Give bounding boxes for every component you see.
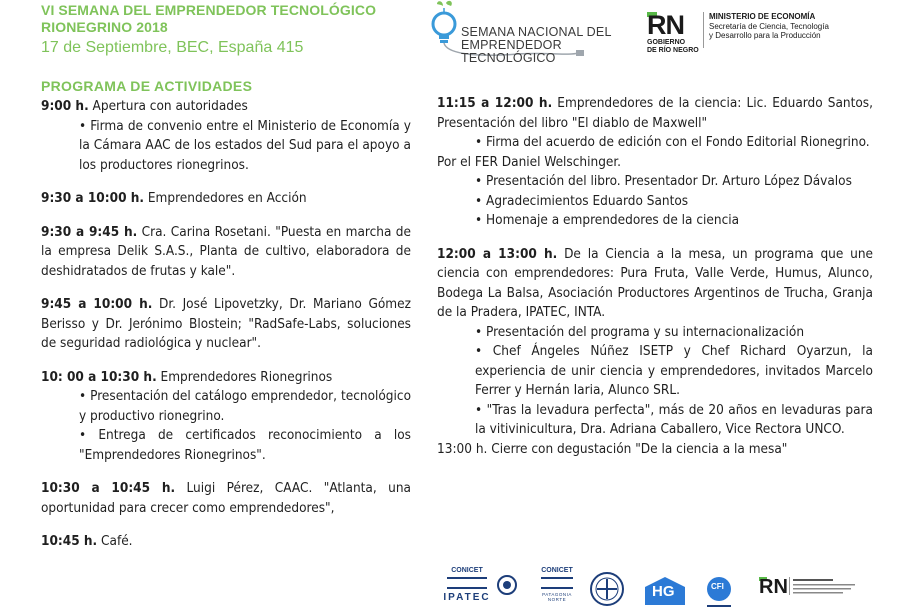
program-line: Por el FER Daniel Welschinger. xyxy=(437,153,621,170)
program-item xyxy=(41,295,411,354)
program-item xyxy=(41,223,411,282)
semana-line-1: SEMANA NACIONAL DEL xyxy=(461,25,612,39)
program-right-column xyxy=(437,94,873,459)
conicet-label-2: CONICET xyxy=(541,567,573,574)
program-item xyxy=(41,532,411,552)
sponsor-logos xyxy=(437,567,917,616)
unco-emblem-icon xyxy=(589,571,625,611)
cfi-logo-icon xyxy=(703,575,735,611)
program-time: 9:00 h. xyxy=(41,98,89,114)
secretaria-line-2: y Desarrollo para la Producción xyxy=(709,31,821,40)
patagonia-label: PATAGONIA NORTE xyxy=(542,592,572,602)
conicet-emblem-icon xyxy=(541,577,573,589)
secretaria-line-1: Secretaría de Ciencia, Tecnología xyxy=(709,21,829,31)
program-time: 9:45 a 10:00 h. xyxy=(41,296,153,312)
program-text: Café. xyxy=(97,533,133,549)
program-item xyxy=(41,97,411,175)
rn-sub-line-1: GOBIERNO xyxy=(647,39,686,46)
program-bullet: • Agradecimientos Eduardo Santos xyxy=(437,192,873,212)
ministry-name: MINISTERIO DE ECONOMÍA xyxy=(709,12,816,21)
conicet-label: CONICET xyxy=(451,567,483,574)
program-item-heading xyxy=(41,97,411,117)
program-bullet: • Presentación del libro. Presentador Dr. Arturo López Dávalos xyxy=(437,172,873,192)
program-item xyxy=(437,94,873,231)
event-date-venue: 17 de Septiembre, BEC, España 415 xyxy=(41,39,304,56)
program-text: Emprendedores en Acción xyxy=(144,190,307,206)
program-text: Cra. Carina Rosetani. "Puesta en marcha de la empresa Delik S.A.S., Planta de cultivo, elaboradora de deshidratados de frutas y kale". xyxy=(41,223,411,279)
event-title-line-1: VI SEMANA DEL EMPRENDEDOR TECNOLÓGICO xyxy=(41,2,377,18)
program-section-title: PROGRAMA DE ACTIVIDADES xyxy=(41,78,253,94)
program-bullet: • Firma de convenio entre el Ministerio de Economía y la Cámara AAC de los estados del Sud para el apoyo a los productores rionegrinos. xyxy=(41,117,411,176)
program-item-heading xyxy=(41,532,411,552)
program-item-heading xyxy=(437,94,873,133)
program-bullet: • Entrega de certificados reconocimiento a los "Emprendedores Rionegrinos". xyxy=(41,426,411,465)
program-closing: 13:00 h. Cierre con degustación "De la ciencia a la mesa" xyxy=(437,440,788,457)
rn-small-mark: RN xyxy=(759,576,788,598)
program-item xyxy=(41,479,411,518)
conicet-emblem-icon xyxy=(447,577,487,589)
conicet-ipatec-logo xyxy=(441,567,493,603)
program-time: 9:30 a 10:00 h. xyxy=(41,190,145,206)
program-text: Emprendedores de la ciencia: Lic. Eduardo Santos, Presentación del libro "El diablo de Maxwell" xyxy=(437,95,873,131)
program-time: 9:30 a 9:45 h. xyxy=(41,223,138,240)
event-title-line-2: RIONEGRINO 2018 xyxy=(41,19,168,35)
cfi-label: CFI xyxy=(711,582,724,591)
rn-small-ministry-text-icon xyxy=(789,577,865,597)
program-bullet: • Homenaje a emprendedores de la ciencia xyxy=(437,211,873,231)
program-left-column xyxy=(41,97,411,552)
semana-nacional-logo xyxy=(428,0,628,65)
event-header xyxy=(41,2,401,58)
rn-mark: RN xyxy=(647,10,684,40)
ipatec-emblem-icon xyxy=(497,573,517,599)
program-item-heading xyxy=(41,479,411,518)
gobierno-rio-negro-logo xyxy=(647,12,917,62)
program-item-heading xyxy=(41,368,411,388)
conicet-patagonia-logo xyxy=(537,567,577,602)
program-time: 10:45 h. xyxy=(41,533,98,549)
program-time: 10: 00 a 10:30 h. xyxy=(41,368,157,385)
program-item xyxy=(437,245,873,460)
program-item xyxy=(41,368,411,466)
program-item-heading xyxy=(41,189,411,209)
program-text: Emprendedores Rionegrinos xyxy=(156,368,333,385)
program-text: Dr. José Lipovetzky, Dr. Mariano Gómez Berisso y Dr. Jerónimo Blostein; "RadSafe-Labs, soluciones de seguridad radiológica y nuclear". xyxy=(41,296,411,351)
rn-divider xyxy=(703,12,704,48)
rn-subtitle xyxy=(647,39,699,55)
semana-line-2: EMPRENDEDOR TECNOLÓGICO xyxy=(461,38,562,65)
rn-sub-line-2: DE RÍO NEGRO xyxy=(647,47,699,54)
program-bullet: • Presentación del catálogo emprendedor, tecnológico y productivo rionegrino. xyxy=(41,387,411,426)
program-item-heading xyxy=(437,245,873,323)
rn-ministry-text xyxy=(709,12,909,41)
program-time: 10:30 a 10:45 h. xyxy=(41,480,176,496)
program-bullet: • "Tras la levadura perfecta", más de 20 años en levaduras para la vitivinicultura, Dra. Adriana Caballero, Vice Rectora UNCO. xyxy=(437,401,873,440)
program-item-heading xyxy=(41,295,411,354)
program-text: Apertura con autoridades xyxy=(88,98,248,114)
semana-nacional-text xyxy=(461,26,628,65)
program-item-heading xyxy=(41,223,411,282)
hg-label: HG xyxy=(652,583,675,600)
program-bullet: • Firma del acuerdo de edición con el Fondo Editorial Rionegrino. xyxy=(437,133,873,153)
program-text: Luigi Pérez, CAAC. "Atlanta, una oportunidad para crecer como emprendedores", xyxy=(41,480,411,516)
program-time: 11:15 a 12:00 h. xyxy=(437,95,553,111)
ipatec-label: IPATEC xyxy=(443,592,491,603)
program-time: 12:00 a 13:00 h. xyxy=(437,245,558,262)
program-bullet: • Presentación del programa y su internacionalización xyxy=(437,323,873,343)
program-item xyxy=(41,189,411,209)
program-bullet: • Chef Ángeles Núñez ISETP y Chef Richard Oyarzun, la experiencia de unir ciencia y emprendedores, invitados Marcelo Ferrer y Hernán Iaria, Alunco SRL. xyxy=(437,342,873,401)
program-text: De la Ciencia a la mesa, un programa que une ciencia con emprendedores: Pura Fruta, Valle Verde, Humus, Alunco, Bodega La Balsa, Asociación Productores Argentinos de Trucha, Granja de la Pradera, IPATEC, INTA. xyxy=(437,245,873,320)
